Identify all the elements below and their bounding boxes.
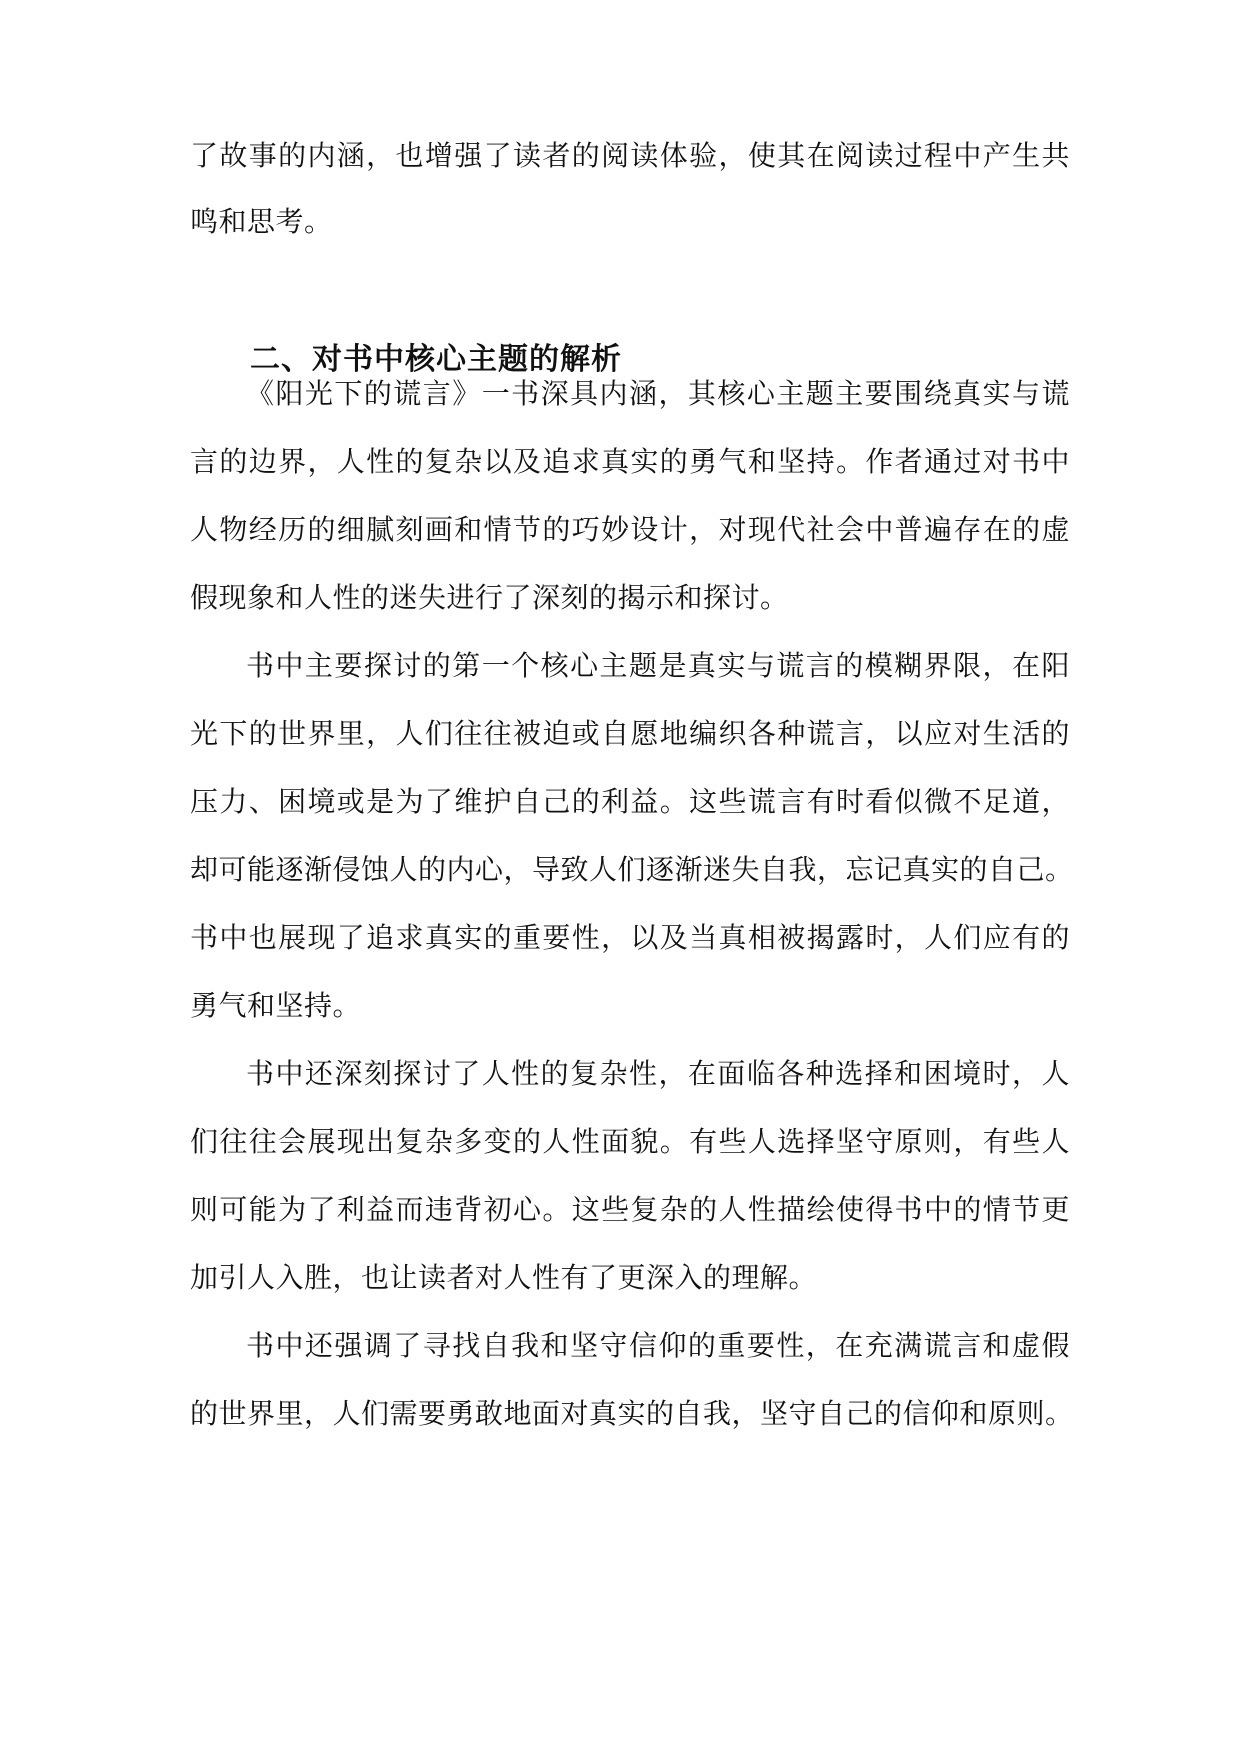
continuation-line-1: 了故事的内涵，也增强了读者的阅读体验，使其在阅读过程中产生共: [190, 139, 1070, 172]
paragraph-3-line-2: 们往往会展现出复杂多变的人性面貌。有些人选择坚守原则，有些人: [190, 1125, 1070, 1158]
paragraph-2-line-6: 勇气和坚持。: [190, 989, 362, 1022]
paragraph-2-line-4: 却可能逐渐侵蚀人的内心，导致人们逐渐迷失自我，忘记真实的自己。: [190, 853, 1074, 886]
continuation-line-2: 鸣和思考。: [190, 205, 333, 238]
paragraph-2-line-2: 光下的世界里，人们往往被迫或自愿地编织各种谎言，以应对生活的: [190, 717, 1070, 750]
paragraph-1-line-1: 《阳光下的谎言》一书深具内涵，其核心主题主要围绕真实与谎: [246, 377, 1070, 410]
paragraph-2-line-3: 压力、困境或是为了维护自己的利益。这些谎言有时看似微不足道，: [190, 785, 1070, 818]
paragraph-3-line-1: 书中还深刻探讨了人性的复杂性，在面临各种选择和困境时，人: [246, 1057, 1070, 1090]
paragraph-4-line-2: 的世界里，人们需要勇敢地面对真实的自我，坚守自己的信仰和原则。: [190, 1397, 1074, 1430]
paragraph-3-line-3: 则可能为了利益而违背初心。这些复杂的人性描绘使得书中的情节更: [190, 1193, 1070, 1226]
paragraph-1-line-2: 言的边界，人性的复杂以及追求真实的勇气和坚持。作者通过对书中: [190, 445, 1070, 478]
section-heading: 二、对书中核心主题的解析: [250, 342, 622, 377]
paragraph-1-line-3: 人物经历的细腻刻画和情节的巧妙设计，对现代社会中普遍存在的虚: [190, 513, 1070, 546]
paragraph-4-line-1: 书中还强调了寻找自我和坚守信仰的重要性，在充满谎言和虚假: [246, 1329, 1070, 1362]
paragraph-2-line-5: 书中也展现了追求真实的重要性，以及当真相被揭露时，人们应有的: [190, 921, 1070, 954]
paragraph-3-line-4: 加引人入胜，也让读者对人性有了更深入的理解。: [190, 1261, 818, 1294]
paragraph-2-line-1: 书中主要探讨的第一个核心主题是真实与谎言的模糊界限，在阳: [246, 649, 1070, 682]
paragraph-1-line-4: 假现象和人性的迷失进行了深刻的揭示和探讨。: [190, 581, 789, 614]
